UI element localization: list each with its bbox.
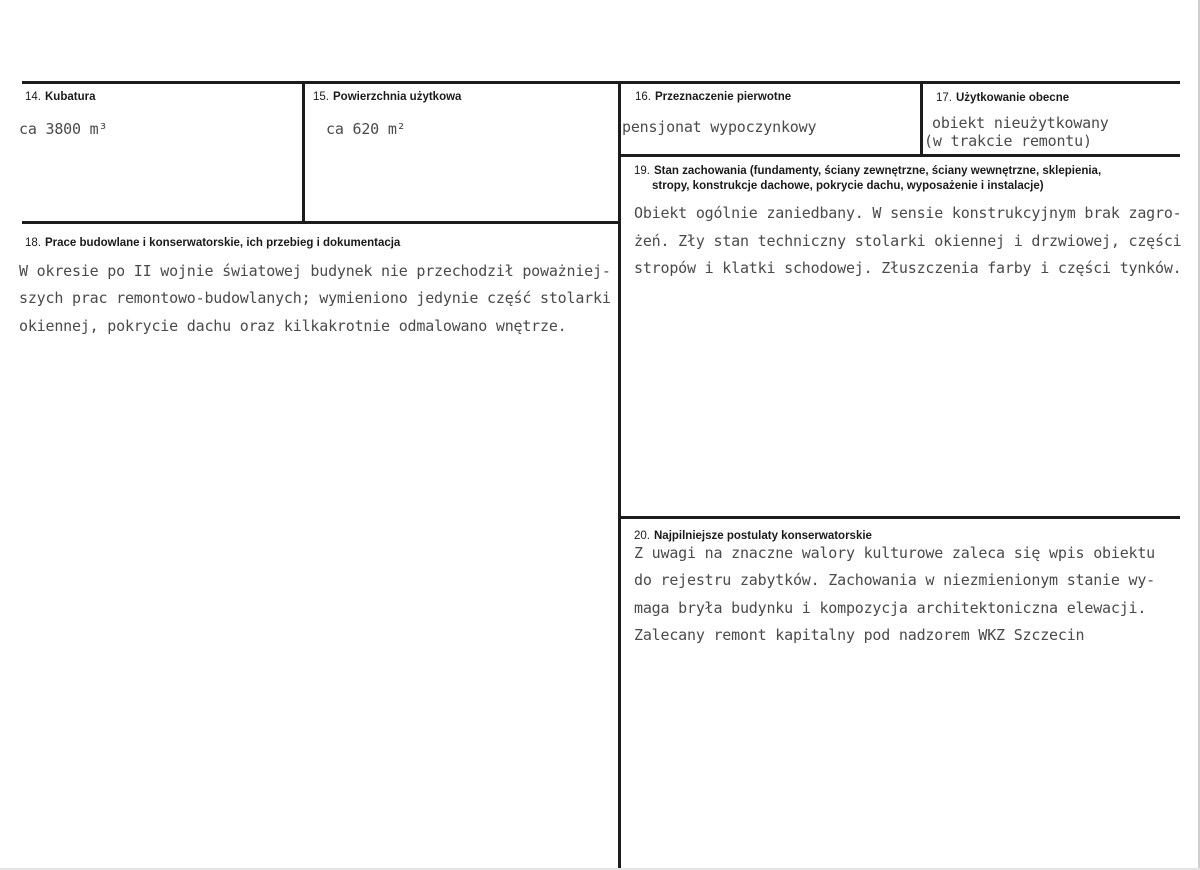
field-17-line-2: (w trakcie remontu) [924, 132, 1092, 150]
field-20-line-2: do rejestru zabytków. Zachowania w niezmienionym stanie wy- [634, 571, 1156, 589]
field-15-label: 15. Powierzchnia użytkowa [313, 91, 462, 103]
field-19-line-1: Obiekt ogólnie zaniedbany. W sensie konstrukcyjnym brak zagro- [634, 204, 1182, 222]
field-19-line-2: żeń. Zły stan techniczny stolarki okiennej i drzwiowej, części [634, 232, 1182, 250]
field-20-line-3: maga bryła budynku i kompozycja architektoniczna elewacji. [634, 599, 1147, 617]
field-17-line-1: obiekt nieużytkowany [932, 114, 1109, 132]
field-19-line-3: stropów i klatki schodowej. Złuszczenia farby i części tynków. [634, 259, 1182, 277]
top-rule [22, 81, 1180, 84]
field-14-value: ca 3800 m³ [19, 120, 108, 138]
rule-under-uzytkowanie [620, 154, 1180, 157]
field-18-label: 18. Prace budowlane i konserwatorskie, ich przebieg i dokumentacja [25, 237, 401, 249]
field-18-line-3: okiennej, pokrycie dachu oraz kilkakrotnie odmalowano wnętrze. [19, 317, 567, 335]
field-20-line-1: Z uwagi na znaczne walory kulturowe zaleca się wpis obiektu [634, 544, 1156, 562]
field-19-label-1: 19. Stan zachowania (fundamenty, ściany zewnętrzne, ściany wewnętrzne, sklepienia, [634, 165, 1102, 177]
field-18-line-2: szych prac remontowo-budowlanych; wymieniono jedynie część stolarki [19, 289, 611, 307]
rule-above-postulaty [620, 516, 1180, 519]
field-16-value: pensjonat wypoczynkowy [622, 118, 817, 136]
field-18-line-1: W okresie po II wojnie światowej budynek nie przechodził poważniej- [19, 262, 611, 280]
divider-14-15 [302, 81, 305, 223]
divider-main [618, 81, 621, 870]
field-20-label: 20. Najpilniejsze postulaty konserwatorskie [634, 530, 872, 542]
field-19-label-2: stropy, konstrukcje dachowe, pokrycie dachu, wyposażenie i instalacje) [652, 180, 1044, 192]
field-20-line-4: Zalecany remont kapitalny pod nadzorem WKZ Szczecin [634, 626, 1085, 644]
rule-under-kubatura [22, 221, 620, 224]
field-15-value: ca 620 m² [326, 120, 406, 138]
field-14-label: 14. Kubatura [25, 91, 96, 103]
field-16-label: 16. Przeznaczenie pierwotne [635, 91, 792, 103]
field-17-label: 17. Użytkowanie obecne [936, 92, 1070, 104]
divider-16-17 [920, 81, 923, 155]
